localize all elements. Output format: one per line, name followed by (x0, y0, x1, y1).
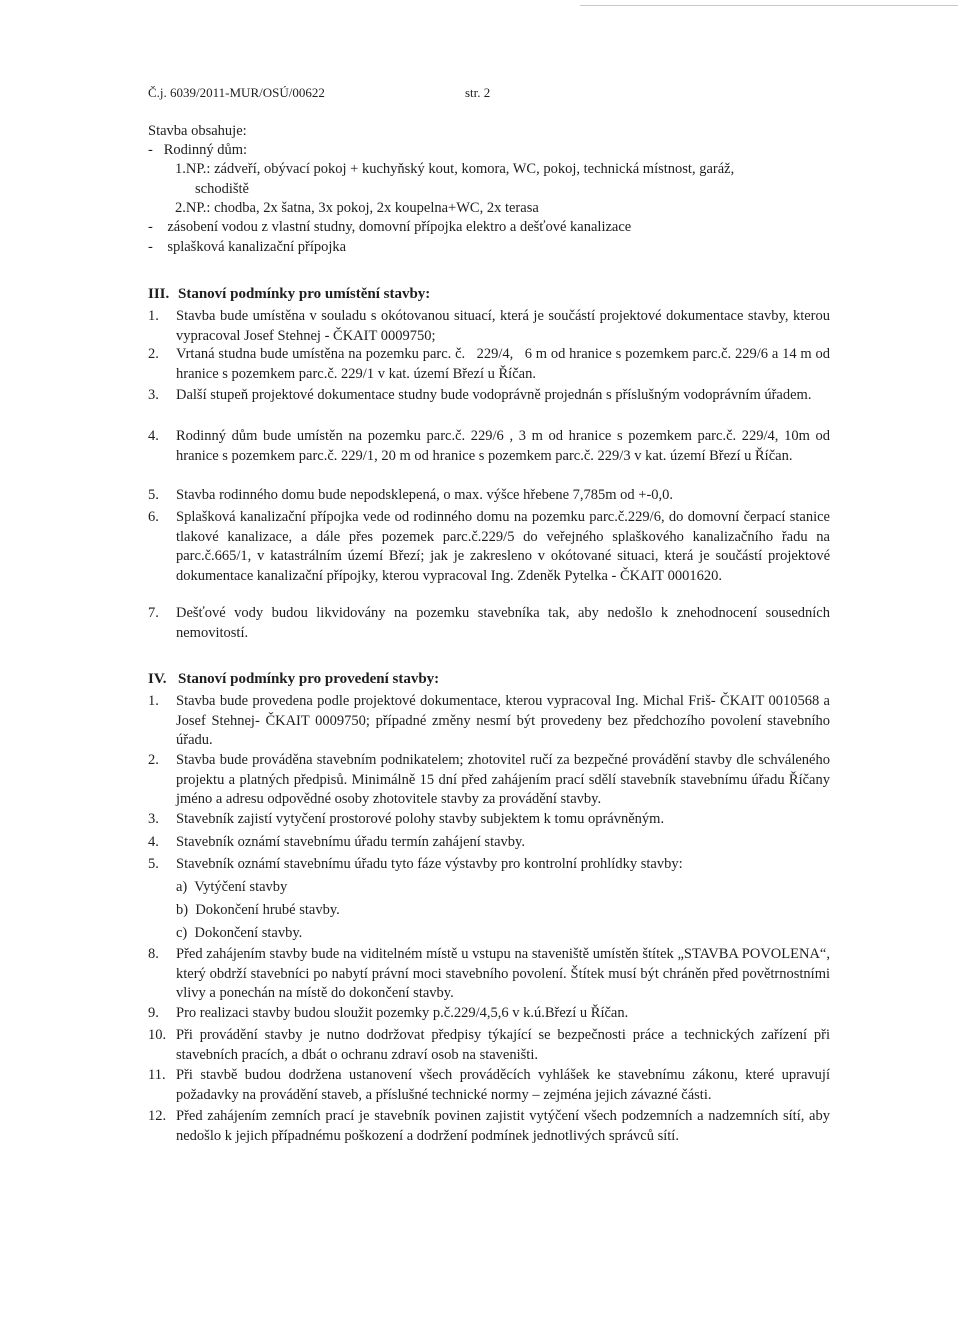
contents-line-2: 1.NP.: zádveří, obývací pokoj + kuchyňský kout, komora, WC, pokoj, technická místnost, garáž, (175, 161, 735, 177)
contents-line-1: - Rodinný dům: (148, 142, 248, 158)
section-iii-title: Stanoví podmínky pro umístění stavby: (178, 286, 431, 302)
s3-item-4-text: Rodinný dům bude umístěn na pozemku parc.č. 229/6 , 3 m od hranice s pozemkem parc.č. 229/4, 10m od hranice s pozemkem parc.č. 229/1, 20 m od hranice s pozemkem parc.č. 229/3 v kat. území Březí u Říčan. (176, 428, 830, 464)
s4-subitem-b: b) Dokončení hrubé stavby. (176, 902, 340, 918)
s3-item-1-text: Stavba bude umístěna v souladu s okótovanou situací, která je součástí projektové dokumentace stavby, kterou vypracoval Josef Stehnej - ČKAIT 0009750; (176, 308, 830, 344)
scan-edge-line (580, 5, 958, 6)
s3-item-2-number: 2. (148, 346, 159, 362)
s3-item-5-text: Stavba rodinného domu bude nepodsklepená, o max. výšce hřebene 7,785m od +-0,0. (176, 487, 674, 503)
s4-item-5-text: Stavebník oznámí stavebnímu úřadu tyto fáze výstavby pro kontrolní prohlídky stavby: (176, 856, 683, 872)
contents-line-5: - zásobení vodou z vlastní studny, domovní přípojka elektro a dešťové kanalizace (148, 219, 632, 235)
s3-item-3-text: Další stupeň projektové dokumentace studny bude vodoprávně projednán s příslušným vodoprávním úřadem. (176, 387, 812, 403)
s4-subitem-c: c) Dokončení stavby. (176, 925, 303, 941)
s3-item-6-text: Splašková kanalizační přípojka vede od rodinného domu na pozemku parc.č.229/6, do domovní čerpací stanice tlakové kanalizace, a dále přes pozemek parc.č.229/5 do veřejného splaškového kanalizačního řadu na parc.č.665/1, v katastrálním území Březí; jak je zakresleno v okótované situaci, která je součástí projektové dokumentace kanalizační přípojky, kterou vypracoval Ing. Zdeněk Pytelka - ČKAIT 0001620. (176, 509, 830, 584)
contents-title: Stavba obsahuje: (148, 123, 247, 139)
s4-item-9-number: 9. (148, 1005, 159, 1021)
contents-line-4: 2.NP.: chodba, 2x šatna, 3x pokoj, 2x koupelna+WC, 2x terasa (175, 200, 539, 216)
section-iii-heading (148, 285, 430, 305)
s4-item-4-text: Stavebník oznámí stavebnímu úřadu termín zahájení stavby. (176, 834, 525, 850)
s3-item-1-number: 1. (148, 308, 159, 324)
s4-item-11-number: 11. (148, 1067, 166, 1083)
s4-item-12-number: 12. (148, 1108, 167, 1124)
s4-item-5-number: 5. (148, 856, 159, 872)
s4-item-2-text: Stavba bude prováděna stavebním podnikatelem; zhotovitel ručí za bezpečné provádění stavby dle schváleného projektu a platných předpisů. Minimálně 15 dní před zahájením prací sdělí stavebník stavebnímu úřadu Říčany jméno a adresu odpovědné osoby zhotovitele stavby za provádění stavby. (176, 752, 830, 807)
section-iv-title: Stanoví podmínky pro provedení stavby: (178, 671, 440, 687)
contents-line-3: schodiště (195, 181, 249, 197)
s3-item-3-number: 3. (148, 387, 159, 403)
s4-item-10-text: Při provádění stavby je nutno dodržovat předpisy týkající se bezpečnosti práce a technických zařízení při stavebních pracích, a dbát o ochranu zdraví osob na staveništi. (176, 1027, 830, 1063)
s4-item-11-text: Při stavbě budou dodržena ustanovení všech prováděcích vyhlášek ke stavebnímu zákonu, které upravují požadavky na provádění staveb, a příslušné technické normy – zejména jejich závazné části. (176, 1067, 830, 1103)
page-number: str. 2 (465, 85, 491, 100)
section-iv-numeral: IV. (148, 671, 167, 687)
s4-item-2-number: 2. (148, 752, 159, 768)
document-reference: Č.j. 6039/2011-MUR/OSÚ/00622 (148, 85, 325, 100)
s3-item-4-number: 4. (148, 428, 159, 444)
s4-item-1-text: Stavba bude provedena podle projektové dokumentace, kterou vypracoval Ing. Michal Friš- ČKAIT 0010568 a Josef Stehnej- ČKAIT 0009750; případné změny nesmí být provedeny bez předchozího povolení stavebního úřadu. (176, 693, 830, 748)
section-iv-heading (148, 670, 439, 690)
s3-item-7-text: Dešťové vody budou likvidovány na pozemku stavebníka tak, aby nedošlo k znehodnocení sousedních nemovitostí. (176, 605, 830, 641)
s4-item-1-number: 1. (148, 693, 159, 709)
s4-item-8-number: 8. (148, 946, 159, 962)
s4-item-3-number: 3. (148, 811, 159, 827)
s4-item-4-number: 4. (148, 834, 159, 850)
s3-item-6-number: 6. (148, 509, 159, 525)
s3-item-5-number: 5. (148, 487, 159, 503)
contents-line-6: - splašková kanalizační přípojka (148, 239, 347, 255)
s3-item-2-text: Vrtaná studna bude umístěna na pozemku parc. č. 229/4, 6 m od hranice s pozemkem parc.č. 229/6 a 14 m od hranice s pozemkem parc.č. 229/1 v kat. území Březí u Říčan. (176, 346, 830, 382)
s4-item-9-text: Pro realizaci stavby budou sloužit pozemky p.č.229/4,5,6 v k.ú.Březí u Říčan. (176, 1005, 629, 1021)
s4-item-12-text: Před zahájením zemních prací je stavebník povinen zajistit vytýčení všech podzemních a nadzemních sítí, aby nedošlo k jejich případnému poškození a dodržení podmínek jednotlivých správců sítí. (176, 1108, 830, 1144)
s4-item-8-text: Před zahájením stavby bude na viditelném místě u vstupu na staveniště umístěn štítek „STAVBA POVOLENA“, který obdrží stavebníci po nabytí právní moci stavebního povolení. Štítek musí být chráněn před povětrnostními vlivy a ponechán na místě do dokončení stavby. (176, 946, 830, 1001)
s4-item-3-text: Stavebník zajistí vytyčení prostorové polohy stavby subjektem k tomu oprávněným. (176, 811, 665, 827)
s4-item-10-number: 10. (148, 1027, 167, 1043)
s4-subitem-a: a) Vytýčení stavby (176, 879, 288, 895)
s3-item-7-number: 7. (148, 605, 159, 621)
section-iii-numeral: III. (148, 286, 170, 302)
